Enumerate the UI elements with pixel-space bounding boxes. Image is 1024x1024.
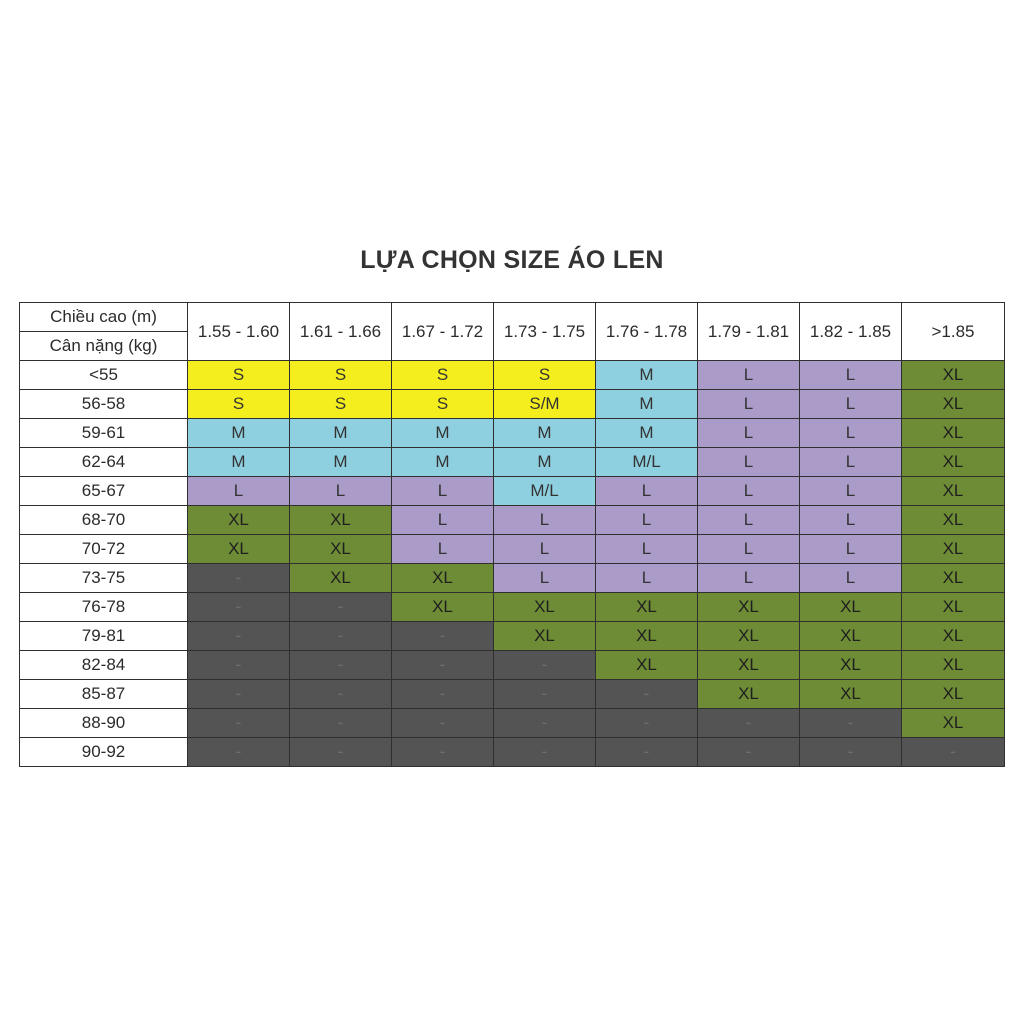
size-cell: S [290,361,392,390]
size-cell: L [800,535,902,564]
size-cell: M [188,448,290,477]
size-cell-unavailable: - [188,593,290,622]
table-row [20,709,1005,738]
height-header: 1.55 - 1.60 [188,303,290,361]
size-cell-unavailable: - [290,651,392,680]
size-cell: XL [902,419,1005,448]
size-cell-unavailable: - [290,680,392,709]
size-cell: XL [902,477,1005,506]
table-row [20,448,1005,477]
size-cell-unavailable: - [392,738,494,767]
size-cell-unavailable: - [698,709,800,738]
size-cell: L [698,535,800,564]
size-cell: XL [290,535,392,564]
size-cell: XL [800,622,902,651]
weight-range-cell: 62-64 [20,448,188,477]
size-cell: L [698,419,800,448]
size-cell: S [188,361,290,390]
size-cell: M [596,390,698,419]
size-cell-unavailable: - [494,738,596,767]
height-header: >1.85 [902,303,1005,361]
size-cell: M [596,361,698,390]
height-header: 1.76 - 1.78 [596,303,698,361]
size-cell: L [698,564,800,593]
table-row [20,419,1005,448]
weight-range-cell: 68-70 [20,506,188,535]
size-cell-unavailable: - [392,651,494,680]
table-row [20,593,1005,622]
size-cell: M/L [494,477,596,506]
size-cell: L [698,477,800,506]
size-cell: S [494,361,596,390]
size-cell: L [800,361,902,390]
size-cell-unavailable: - [188,709,290,738]
height-header: 1.79 - 1.81 [698,303,800,361]
size-cell: L [800,506,902,535]
size-cell: XL [902,361,1005,390]
size-cell-unavailable: - [800,738,902,767]
size-cell: L [494,506,596,535]
size-cell: M [290,448,392,477]
size-cell: L [800,477,902,506]
size-cell-unavailable: - [188,680,290,709]
size-cell: XL [290,564,392,593]
size-cell: XL [596,593,698,622]
size-cell: XL [902,709,1005,738]
weight-range-cell: 70-72 [20,535,188,564]
size-cell: L [698,361,800,390]
size-cell: XL [188,535,290,564]
size-cell: M [392,448,494,477]
height-header: 1.67 - 1.72 [392,303,494,361]
size-cell: XL [494,622,596,651]
size-cell: XL [698,651,800,680]
weight-range-cell: 82-84 [20,651,188,680]
height-header: 1.82 - 1.85 [800,303,902,361]
weight-range-cell: 73-75 [20,564,188,593]
size-cell: XL [902,448,1005,477]
size-cell: XL [800,680,902,709]
size-cell: L [494,535,596,564]
weight-range-cell: 56-58 [20,390,188,419]
size-cell: XL [902,535,1005,564]
size-cell: M [596,419,698,448]
size-cell: S/M [494,390,596,419]
table-row [20,535,1005,564]
size-cell: M [494,448,596,477]
size-cell-unavailable: - [698,738,800,767]
size-cell: XL [902,593,1005,622]
size-cell: XL [902,506,1005,535]
size-chart-table [19,302,1005,767]
size-cell: M [392,419,494,448]
weight-range-cell: 79-81 [20,622,188,651]
size-cell: M/L [596,448,698,477]
size-cell: L [596,477,698,506]
table-row [20,477,1005,506]
size-cell-unavailable: - [188,651,290,680]
size-cell: L [392,535,494,564]
size-cell-unavailable: - [494,709,596,738]
size-cell: XL [902,564,1005,593]
size-cell-unavailable: - [392,709,494,738]
size-cell-unavailable: - [188,564,290,593]
size-cell-unavailable: - [290,593,392,622]
weight-range-cell: 59-61 [20,419,188,448]
size-cell: S [392,390,494,419]
page-title: LỰA CHỌN SIZE ÁO LEN [360,246,664,274]
table-row [20,738,1005,767]
size-cell: L [698,390,800,419]
weight-range-cell: 88-90 [20,709,188,738]
height-header: 1.73 - 1.75 [494,303,596,361]
size-cell: L [698,448,800,477]
size-chart-body [20,303,1005,767]
table-row [20,361,1005,390]
size-cell: M [188,419,290,448]
table-row [20,506,1005,535]
size-cell: L [698,506,800,535]
size-cell: XL [902,622,1005,651]
size-cell-unavailable: - [902,738,1005,767]
size-cell: L [392,477,494,506]
table-row [20,390,1005,419]
size-cell-unavailable: - [392,680,494,709]
size-cell-unavailable: - [188,738,290,767]
size-cell: M [290,419,392,448]
size-cell: L [596,564,698,593]
size-cell: S [188,390,290,419]
header-row-height [20,303,1005,332]
size-cell: XL [494,593,596,622]
weight-range-cell: 90-92 [20,738,188,767]
weight-range-cell: 65-67 [20,477,188,506]
weight-range-cell: 76-78 [20,593,188,622]
size-cell: L [290,477,392,506]
size-cell: XL [698,593,800,622]
size-cell: M [494,419,596,448]
table-row [20,651,1005,680]
weight-range-cell: <55 [20,361,188,390]
size-cell-unavailable: - [596,680,698,709]
size-cell-unavailable: - [596,709,698,738]
size-cell-unavailable: - [494,651,596,680]
size-cell-unavailable: - [290,738,392,767]
size-cell: L [188,477,290,506]
height-header: 1.61 - 1.66 [290,303,392,361]
size-cell: L [596,535,698,564]
size-cell-unavailable: - [290,709,392,738]
size-cell: XL [698,622,800,651]
size-cell: XL [188,506,290,535]
size-cell-unavailable: - [800,709,902,738]
size-cell: L [494,564,596,593]
size-cell: L [800,419,902,448]
size-cell: L [596,506,698,535]
size-cell: XL [902,680,1005,709]
size-cell-unavailable: - [290,622,392,651]
weight-range-cell: 85-87 [20,680,188,709]
size-cell-unavailable: - [392,622,494,651]
size-cell: S [290,390,392,419]
size-cell: L [392,506,494,535]
size-cell: S [392,361,494,390]
size-cell-unavailable: - [188,622,290,651]
size-cell: XL [596,651,698,680]
size-cell: XL [800,593,902,622]
size-cell: XL [698,680,800,709]
size-cell: XL [290,506,392,535]
size-cell: XL [902,651,1005,680]
table-row [20,564,1005,593]
size-cell: L [800,564,902,593]
size-cell-unavailable: - [596,738,698,767]
table-row [20,622,1005,651]
size-cell-unavailable: - [494,680,596,709]
weight-axis-label: Cân nặng (kg) [20,332,188,361]
table-row [20,680,1005,709]
size-cell: L [800,390,902,419]
size-cell: XL [902,390,1005,419]
size-cell: XL [596,622,698,651]
height-axis-label: Chiều cao (m) [20,303,188,332]
size-cell: XL [392,593,494,622]
size-cell: XL [800,651,902,680]
size-cell: L [800,448,902,477]
size-cell: XL [392,564,494,593]
